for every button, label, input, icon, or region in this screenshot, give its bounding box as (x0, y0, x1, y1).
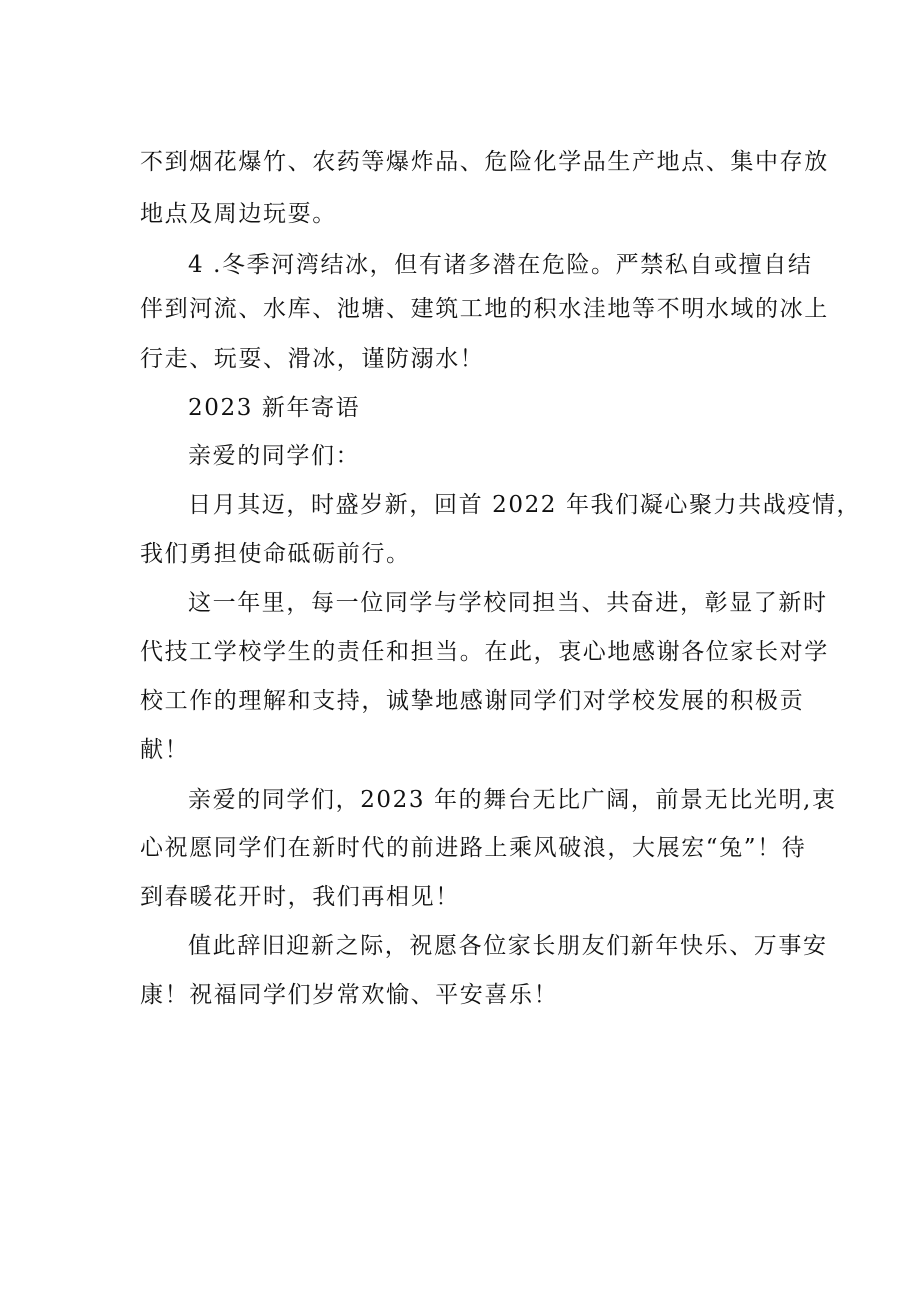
body-text-line: 这一年里，每一位同学与学校同担当、共奋进，彰显了新时 (188, 590, 828, 616)
body-text-line: 康！祝福同学们岁常欢愉、平安喜乐！ (140, 982, 559, 1008)
body-text-line: 不到烟花爆竹、农药等爆炸品、危险化学品生产地点、集中存放 (140, 149, 829, 175)
salutation: 亲爱的同学们： (188, 443, 361, 469)
body-text-line: 亲爱的同学们，2023 年的舞台无比广阔，前景无比光明,衷 (188, 787, 837, 813)
body-text-line: 行走、玩耍、滑冰，谨防溺水！ (140, 346, 485, 372)
section-heading: 2023 新年寄语 (188, 395, 361, 421)
body-text-line: 代技工学校学生的责任和担当。在此，衷心地感谢各位家长对学 (140, 639, 829, 665)
body-text-line: 日月其迈，时盛岁新，回首 2022 年我们凝心聚力共战疫情， (188, 492, 862, 518)
body-text-line: 值此辞旧迎新之际，祝愿各位家长朋友们新年快乐、万事安 (188, 933, 828, 959)
body-text-line: 4 .冬季河湾结冰，但有诸多潜在危险。严禁私自或擅自结 (188, 252, 813, 278)
body-text-line: 我们勇担使命砥砺前行。 (140, 541, 411, 567)
body-text-line: 校工作的理解和支持，诚挚地感谢同学们对学校发展的积极贡 (140, 688, 805, 714)
body-text-line: 到春暖花开时，我们再相见！ (140, 884, 460, 910)
body-text-line: 心祝愿同学们在新时代的前进路上乘风破浪，大展宏“兔”！待 (140, 835, 807, 861)
body-text-line: 伴到河流、水库、池塘、建筑工地的积水洼地等不明水域的冰上 (140, 296, 829, 322)
body-text-line: 地点及周边玩耍。 (140, 201, 337, 227)
body-text-line: 献！ (140, 737, 190, 763)
